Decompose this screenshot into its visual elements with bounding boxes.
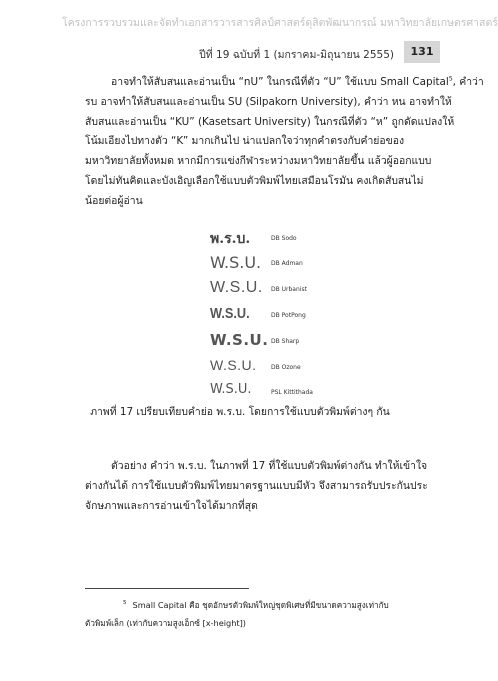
- footnote-divider: [85, 588, 249, 589]
- paragraph-line: ต่างกันได้ การใช้แบบตัวพิมพ์ไทยมาตรฐานแบบมีหัว จึงสามารถรับประกันประ: [85, 479, 428, 492]
- font-sample-text: W.S.U.: [210, 253, 262, 272]
- footnote-line: $^5$ Small Capital คือ ชุดอักษรตัวพิมพ์ใหญ่ชุดพิเศษที่มีขนาดความสูงเท่ากับ: [85, 596, 435, 614]
- body-paragraph-1: [85, 73, 484, 212]
- font-sample-row: [0, 228, 480, 252]
- paragraph-line: โน้มเอียงไปทางตัว “K” มากเกินไป น่าแปลกใจว่าทุกคำตรงกับคำย่อของ: [85, 135, 405, 148]
- paragraph-line: น้อยต่อผู้อ่าน: [85, 194, 143, 207]
- font-sample-text: พ.ร.บ.: [210, 231, 251, 247]
- font-sample-row: [0, 357, 480, 381]
- font-sample-text: W.S.U.: [210, 305, 250, 322]
- paragraph-line: โดยไม่ทันคิดและบังเอิญเลือกใช้แบบตัวพิมพ์ไทยเสมือนโรมัน คงเกิดสับสนไม่: [85, 174, 424, 187]
- font-sample-text: W.S.U.: [210, 279, 263, 296]
- footnote-line: ตัวพิมพ์เล็ก (เท่ากับความสูงเอ็กซ์ [x-height]): [85, 618, 246, 628]
- font-sample-text: W.S.U.: [210, 331, 269, 349]
- font-sample-name: DB Urbanist: [271, 286, 307, 293]
- body-paragraph-2: [85, 457, 436, 516]
- font-sample-row: [0, 331, 480, 355]
- footnote-mark: 5: [123, 600, 127, 607]
- font-sample-name: DB Ozone: [271, 364, 301, 371]
- font-sample-text: W.S.U.: [210, 382, 252, 397]
- paragraph-line: อาจทำให้สับสนและอ่านเป็น “nU” ในกรณีที่ตัว “U” ใช้แบบ Small Capital$^5$, คำว่า: [111, 75, 484, 88]
- running-head: โครงการรวบรวมและจัดทำเอกสารวารสารศิลป์ศาสตร์ดุสิตพัฒนากรณ์ มหาวิทยาลัยเกษตรศาสตร์: [62, 17, 498, 29]
- paragraph-line: รบ อาจทำให้สับสนและอ่านเป็น SU (Silpakorn University), คำว่า หน อาจทำให้: [85, 95, 452, 108]
- font-sample-row: [0, 305, 480, 329]
- paragraph-line: มหาวิทยาลัยทั้งหมด หากมีการแข่งกีฬาระหว่างมหาวิทยาลัยขึ้น แล้วผู้ออกแบบ: [85, 155, 432, 168]
- font-sample-name: DB Adman: [271, 260, 303, 267]
- paragraph-line: ตัวอย่าง คำว่า พ.ร.บ. ในภาพที่ 17 ที่ใช้แบบตัวพิมพ์ต่างกัน ทำให้เข้าใจ: [111, 460, 428, 472]
- footnote: [85, 596, 435, 632]
- font-sample-row: [0, 279, 480, 303]
- page-number: 131: [404, 41, 440, 63]
- font-sample-name: DB Sharp: [271, 338, 300, 345]
- font-sample-name: DB Sodo: [271, 235, 297, 242]
- paragraph-line: จักษภาพและการอ่านเข้าใจได้มากที่สุด: [85, 499, 258, 512]
- paragraph-line: สับสนและอ่านเป็น “KU” (Kasetsart University) ในกรณีที่ตัว “ห” ถูกดัดแปลงให้: [85, 115, 455, 128]
- font-sample-row: [0, 253, 480, 277]
- font-sample-text: W.S.U.: [210, 357, 257, 373]
- font-sample-name: PSL Kittithada: [271, 389, 313, 396]
- figure-caption: ภาพที่ 17 เปรียบเทียบคำย่อ พ.ร.บ. โดยการใช้แบบตัวพิมพ์ต่างๆ กัน: [90, 406, 390, 418]
- footnote-reference[interactable]: 5: [448, 75, 453, 83]
- issue-info: ปีที่ 19 ฉบับที่ 1 (มกราคม-มิถุนายน 2555): [199, 49, 394, 61]
- font-sample-name: DB PotPong: [271, 312, 306, 319]
